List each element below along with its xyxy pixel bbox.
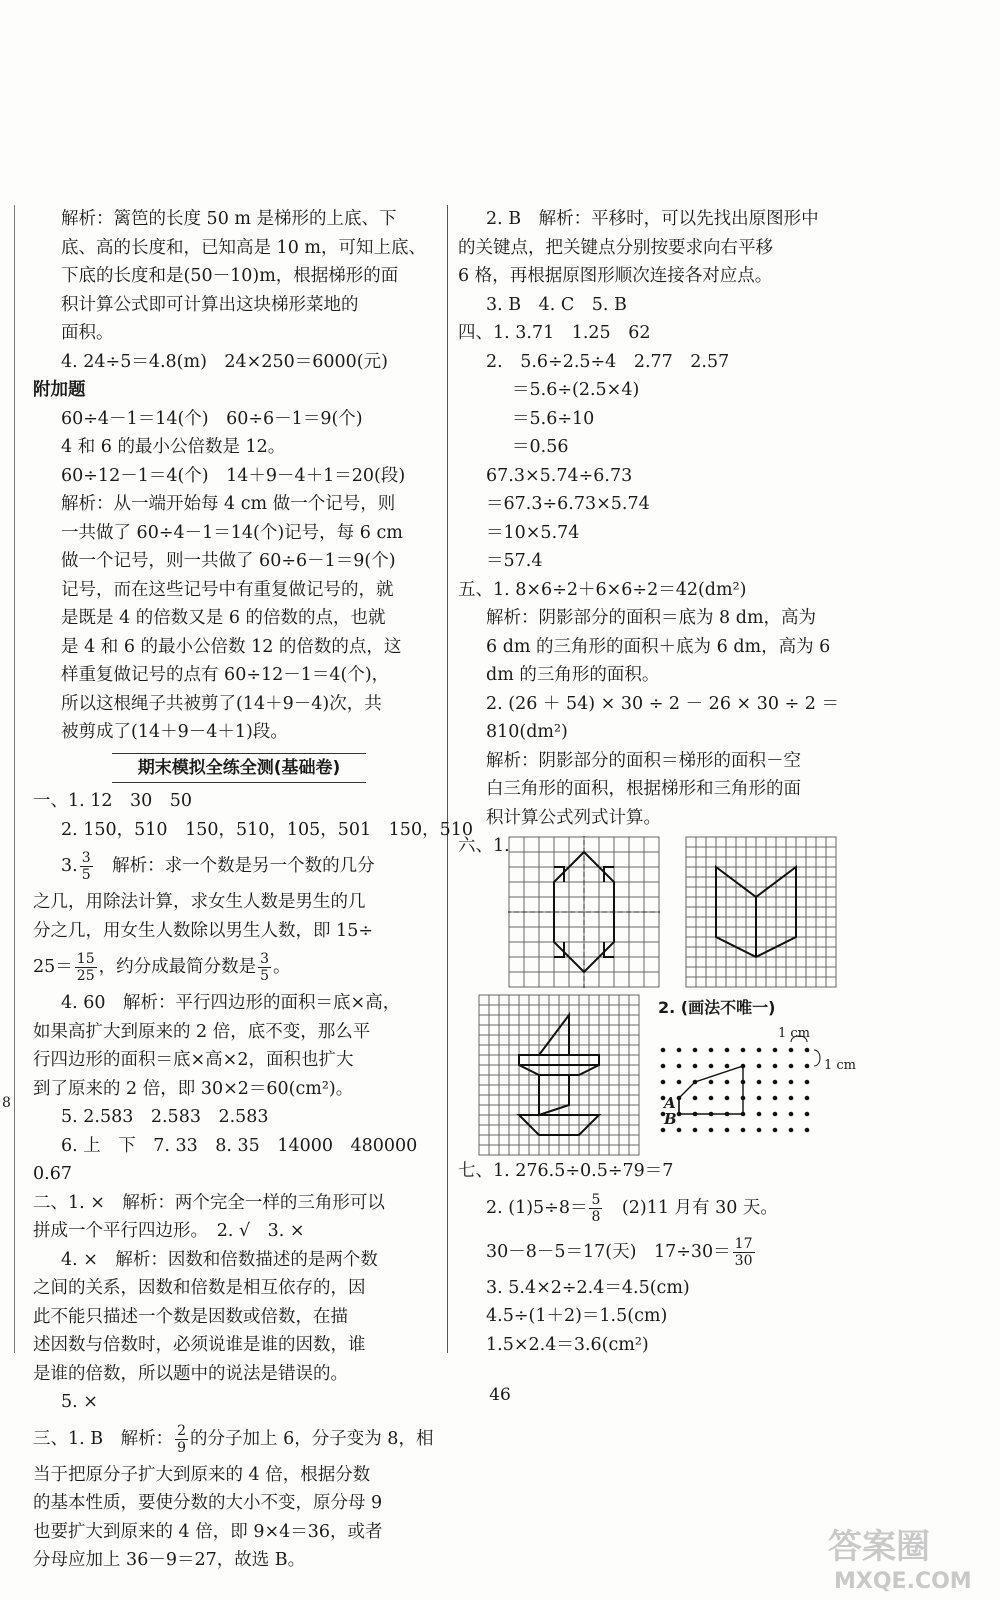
text-line: 的基本性质，要使分数的大小不变，原分母 9 [33,1493,383,1513]
fraction [258,951,271,984]
numerator: 3 [81,850,91,866]
text-line [33,945,445,989]
denominator: 5 [81,867,91,883]
watermark-url: MXQE.COM [834,1569,972,1594]
page-number: 46 [489,1385,511,1405]
unit-brace-vertical [814,1050,820,1066]
text-line: 行四边形的面积＝底×高×2，面积也扩大 [33,1050,354,1070]
text-line: ＝10×5.74 [486,522,580,543]
left-column [33,205,473,1575]
numerator: 3 [260,951,270,967]
watermark-text: 答案圈 [828,1527,930,1567]
fraction [175,1423,188,1456]
text-line: 1.5×2.4＝3.6(cm²) [486,1334,649,1355]
side-mark: 8 [2,1095,11,1111]
text-line: 60÷4－1＝14(个) 60÷6－1＝9(个) [61,408,363,429]
text-line: 白三角形的面积，根据梯形和三角形的面 [486,779,801,799]
text-line: 样重复做记号的点有 60÷12－1＝4(个)， [61,665,390,685]
text-line: 3. B 4. C 5. B [486,294,627,315]
text-line: 解析：阴影部分的面积＝底为 8 dm，高为 [486,608,817,628]
text-line: 面积。 [61,323,114,343]
text-line: 所以这根绳子共被剪了(14＋9－4)次，共 [61,693,382,714]
figure-row-1 [458,832,958,992]
text-line: 3. 5.4×2÷2.4＝4.5(cm) [486,1277,690,1298]
text-line: ＝57.4 [486,551,543,571]
q-number: 3. [61,856,78,876]
text-line: 一、1. 12 30 50 [33,791,193,811]
dot-grid-figure [648,1020,858,1144]
text-line: ＝5.6÷10 [512,408,595,429]
text-line: 是谁的倍数，所以题中的说法是错误的。 [33,1363,348,1384]
text-line: 6 dm 的三角形的面积＋底为 6 dm，高为 6 [486,636,831,657]
text-span: 三、1. B 解析： [33,1428,174,1449]
parallelogram-shape [679,1066,743,1114]
denominator: 5 [260,968,270,984]
text-line [458,1230,958,1274]
text-line: 6 格，再根据原图形顺次连接各对应点。 [458,266,773,286]
fraction [589,1192,602,1225]
text-line: ＝67.3÷6.73×5.74 [486,494,650,514]
text-line: 4. 60 解析：平行四边形的面积＝底×高， [61,993,401,1013]
text-line: dm 的三角形的面积。 [486,665,660,685]
numerator: 15 [76,951,95,967]
text-line: ＝5.6÷(2.5×4) [512,380,640,400]
text-line: 被剪成了(14＋9－4＋1)段。 [61,722,288,742]
text-line: 一共做了 60÷4－1＝14(个)记号，每 6 cm [61,522,403,543]
text-line: 记号，而在这些记号中有重复做记号的，就 [61,579,394,600]
text-span: 解析：求一个数是另一个数的几分 [94,856,375,876]
text-line: 67.3×5.74÷6.73 [486,465,633,486]
text-line: 积计算公式列式计算。 [486,807,661,828]
bonus-heading: 附加题 [33,380,86,400]
text-line: 0.67 [33,1164,72,1184]
text-line: ＝0.56 [512,437,569,457]
section-title-text: 期末模拟全练全测(基础卷) [112,753,367,784]
text-line: 60÷12－1＝4(个) 14＋9－4＋1＝20(段) [61,465,406,486]
text-line: 解析：篱笆的长度 50 m 是梯形的上底、下 [61,209,397,229]
watermark-logo [820,1520,990,1595]
text-line: 积计算公式即可计算出这块梯形菜地的 [61,294,359,315]
text-span: 25＝ [33,957,73,977]
text-line: 4.5÷(1＋2)＝1.5(cm) [486,1306,668,1326]
q2-label: 2. (画法不唯一) [658,998,776,1017]
text-line: 之几，用除法计算，求女生人数是男生的几 [33,892,366,912]
text-line: 二、1. × 解析：两个完全一样的三角形可以 [33,1192,385,1213]
text-line: 5. 2.583 2.583 2.583 [61,1107,269,1127]
text-line: 解析：从一端开始每 4 cm 做一个记号，则 [61,494,396,514]
text-line: 当于把原分子扩大到原来的 4 倍，根据分数 [33,1464,371,1485]
text-line: 2. 5.6÷2.5÷4 2.77 2.57 [486,351,730,372]
text-line: 底、高的长度和，已知高是 10 m，可知上底、 [61,237,426,258]
text-line: 4. × 解析：因数和倍数描述的是两个数 [61,1249,378,1270]
text-span: ，约分成最简分数是 [98,957,257,977]
text-line: 下底的长度和是(50－10)m，根据梯形的面 [61,266,399,286]
text-line: 七、1. 276.5÷0.5÷79＝7 [458,1161,674,1181]
left-margin-rule [14,205,15,1353]
text-span: (2)11 月有 30 天。 [604,1197,778,1218]
text-line: 四、1. 3.71 1.25 62 [458,323,651,343]
fraction [733,1236,755,1269]
denominator: 25 [76,968,95,984]
text-line: 到了原来的 2 倍，即 30×2＝60(cm²)。 [33,1078,354,1099]
text-line: 6. 上 下 7. 33 8. 35 14000 480000 [61,1135,418,1156]
denominator: 9 [177,1439,187,1456]
text-line: 810(dm²) [486,722,568,742]
text-line: 4 和 6 的最小公倍数是 12。 [61,437,286,457]
text-line: 做一个记号，则一共做了 60÷6－1＝9(个) [61,551,396,571]
unit-label-vertical: 1 cm [824,1058,857,1073]
text-span: 2. (1)5÷8＝ [486,1197,588,1218]
text-line [458,1186,958,1230]
numerator: 5 [591,1191,601,1208]
text-line: 此不能只描述一个数是因数或倍数，在描 [33,1306,348,1327]
text-line: 五、1. 8×6÷2＋6×6÷2＝42(dm²) [458,579,747,600]
text-line: 2. 150，510 150，510，105，501 150，510 [61,819,473,840]
translation-grid-figure [685,836,837,988]
point-label-a: A [664,1094,676,1112]
text-line: 分之几，用女生人数除以男生人数，即 15÷ [33,920,373,941]
denominator: 8 [591,1208,601,1225]
text-line: 4. 24÷5＝4.8(m) 24×250＝6000(元) [61,351,388,372]
text-line [33,1417,445,1461]
text-line: 分母应加上 36－9＝27，故选 B。 [33,1550,306,1570]
text-line: 述因数与倍数时，必须说谁是谁的因数，谁 [33,1335,366,1355]
right-column [458,205,958,1359]
symmetry-grid-figure [508,836,660,988]
denominator: 30 [734,1252,753,1269]
fraction [80,850,93,883]
text-line: 的关键点，把关键点分别按要求向右平移 [458,237,773,258]
column-divider [447,205,448,1353]
text-line: 也要扩大到原来的 4 倍，即 9×4＝36，或者 [33,1521,383,1542]
text-line [33,844,445,888]
text-line: 2. (26 ＋ 54) × 30 ÷ 2 － 26 × 30 ÷ 2 ＝ [486,693,839,714]
text-line: 之间的关系，因数和倍数是相互依存的，因 [33,1278,366,1298]
text-line: 5. × [61,1392,98,1412]
text-line: 2. B 解析：平移时，可以先找出原图形中 [486,209,819,229]
fraction [75,951,97,984]
figure-row-2 [458,992,958,1157]
text-span: 。 [273,957,291,977]
dot-grid [661,1048,810,1133]
point-label-b: B [664,1110,677,1128]
text-line: 六、1. [458,836,510,856]
unit-label-horizontal: 1 cm [778,1026,811,1041]
text-line: 是既是 4 的倍数又是 6 的倍数的点，也就 [61,608,386,628]
boat-grid-figure [478,994,640,1156]
numerator: 2 [177,1422,187,1439]
text-line: 拼成一个平行四边形。 2. √ 3. × [33,1221,305,1241]
text-line: 解析：阴影部分的面积＝梯形的面积－空 [486,750,801,771]
text-span: 30－8－5＝17(天) 17÷30＝ [486,1241,731,1262]
text-span: 的分子加上 6，分子变为 8，相 [190,1428,434,1449]
section-title [33,753,445,784]
numerator: 17 [734,1235,753,1252]
text-line: 是 4 和 6 的最小公倍数 12 的倍数的点，这 [61,636,402,657]
text-line: 如果高扩大到原来的 2 倍，底不变，那么平 [33,1021,371,1042]
